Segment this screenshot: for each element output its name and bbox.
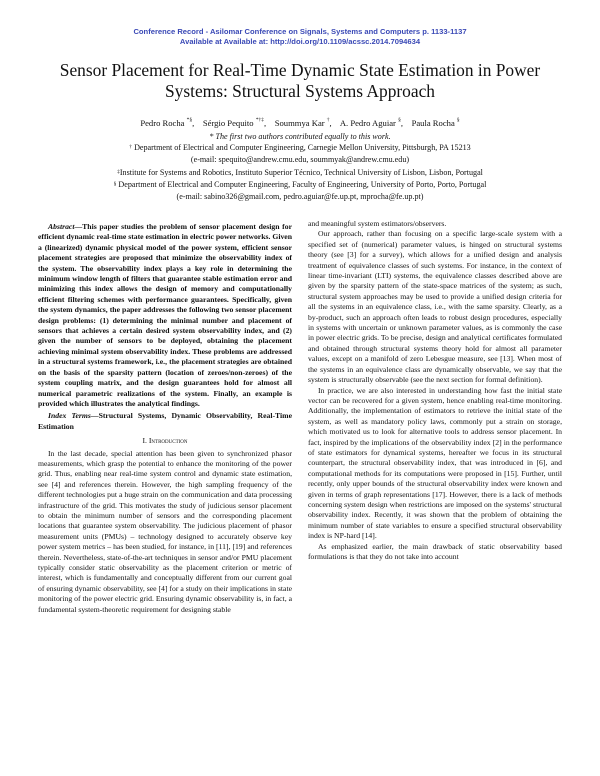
right-paragraph-2: Our approach, rather than focusing on a specific large-scale system with a specified set of (numerical) parameter values, is hinged on structural systems theory (see [3] for a survey), which allows for a unified design and analysis treatment of equivalence classes of such systems. For instance, in the context of linear time-invariant (LTI) systems, the equivalence classes described above are given by the sparsity pattern of the state-space matrices of the system; as such, structural system approaches may be used to provide a unified design criteria for all the systems in an equivalence class, i.e., with the same sparsity. Clearly, as a by-product, such an approach often leads to robust design procedures, especially in systems with uncertain or unknown parameter values, as is commonly the case in power electric grids. To be precise, design and analytical certificates formulated and obtained through structural systems theory hold for almost all parameter values, except on a manifold of zero Lebesgue measure, see [13]. When most of the systems in an equivalence class are dynamically observable, we say that the system is structurally observable (see the next section for formal definition). bbox=[308, 229, 562, 385]
author-4: A. Pedro Aguiar § bbox=[339, 117, 401, 128]
author-5: Paula Rocha § bbox=[411, 117, 460, 128]
index-terms-label: Index Terms bbox=[48, 411, 91, 421]
section-heading-introduction: I. Introduction bbox=[142, 436, 188, 446]
intro-paragraph: In the last decade, special attention has been given to synchronized phasor measurements, which grasp the potential to enhance the monitoring of the power grid. Thus, enabling near real-time system control and dynamic state estimation, see [4] and references therein. However, the high sampling frequency of the different technologies put a huge strain on the communication and data processing infrastructure of the grid. This motivates the study of judicious sensor placement to obtain the minimum number of sensors and the corresponding placement locations that guarantee system observability. The judicious placement of phasor measurement units (PMUs) – technology designed to accurately observe key power system metrics – has been studied, for instance, in [11], [19] and references therein. Nevertheless, state-of-the-art techniques in sensor and/or PMU placement typically consider static observability as the placement criterion or metric of interest, which is fundamentally and conceptually different from our current goal of ensuring dynamic observability, see [4] for a study on their implications in state monitoring of the power electric grid. Ensuring dynamic observability is, in fact, a fundamental system-theoretic requirement for designing stable bbox=[38, 448, 292, 614]
doi-line[interactable]: Available at Available at: http://doi.org/10.1109/acssc.2014.7094634 bbox=[179, 37, 421, 46]
abstract bbox=[38, 222, 292, 409]
author-3: Soummya Kar † bbox=[274, 117, 330, 128]
equal-contribution-note: * The first two authors contributed equally to this work. bbox=[209, 132, 391, 141]
affiliation-cmu: † Department of Electrical and Computer Engineering, Carnegie Mellon University, Pittsburgh, PA 15213 bbox=[129, 143, 471, 152]
left-column bbox=[38, 222, 292, 615]
index-terms bbox=[38, 411, 292, 432]
right-column bbox=[308, 219, 562, 562]
index-terms-text: —Structural Systems, Dynamic Observability, Real-Time Estimation bbox=[38, 411, 292, 431]
abstract-text: —This paper studies the problem of sensor placement design for efficient dynamic real-time state estimation in electric power networks. Given a (linearized) dynamic physical model of the power system, efficient sensor placement strategies are proposed that minimize the observability index of the system. The observability index plays a key role in determining the minimum window length of filters that guarantee stable estimation error and minimizing this index allows the design of memory and computationally efficient filtering schemes with performance guarantees. Specifically, given the system dynamics, the paper addresses the following two sensor placement design problems: (1) determining the minimal number and placement of sensors that achieves a certain desired system observability index, and (2) given the number of sensors to be deployed, obtaining the placement achieving minimal system observability index. These problems are addressed in a structural systems framework, i.e., the placement strategies are obtained on the basis of the sparsity pattern (location of zeroes/non-zeroes) of the system coupling matrix, and the design guarantees hold for almost all numerical parametric realizations of the system. Finally, an example is provided which illustrates the analytical findings. bbox=[38, 222, 292, 408]
affiliation-cmu-email: (e-mail: spequito@andrew.cmu.edu, soummyak@andrew.cmu.edu) bbox=[190, 155, 410, 164]
conference-record-line: Conference Record - Asilomar Conference on Signals, Systems and Computers p. 1133-1137 bbox=[133, 27, 467, 36]
author-list: Pedro Rocha *§, Sérgio Pequito *†‡, Soummya Kar †, A. Pedro Aguiar §, Paula Rocha § bbox=[140, 117, 460, 128]
abstract-label: Abstract bbox=[48, 222, 75, 231]
author-1: Pedro Rocha *§ bbox=[140, 117, 193, 128]
author-2: Sérgio Pequito *†‡ bbox=[202, 117, 264, 128]
conference-header bbox=[0, 27, 600, 47]
affiliation-porto-email: (e-mail: sabino326@gmail.com, pedro.aguiar@fe.up.pt, mprocha@fe.up.pt) bbox=[176, 192, 424, 201]
paper-title: Sensor Placement for Real-Time Dynamic State Estimation in Power Systems: Structural Systems Approach bbox=[59, 60, 541, 101]
right-paragraph-3: In practice, we are also interested in understanding how fast the initial state vector can be recovered for a given system, hence enabling real-time monitoring. Additionally, the implementation of estimators to retrieve the initial state of the system, as well as mandatory policy laws, commonly put a strain on storage, which motivated us to look for alternative tools to address sensor placement. In fact, inspired by the implications of the observability index [2] in the performance of state estimators for dynamical systems, hereafter we focus in its structural counterpart, the structural observability index, that was introduced in [6], and computational methods for its computations were proposed in [15]. Further, until recently, only upper bounds of the structural observability index were known and given in terms of graph representations [17]. However, there is a lack of methods concerning system design when restrictions are imposed on the systems' structural observability index. Recently, it was shown that the problem of obtaining the minimum number of state variables to ensure a specified structural observability index is NP-hard [14]. bbox=[308, 385, 562, 541]
affiliation-ist: ‡Institute for Systems and Robotics, Instituto Superior Técnico, Technical University of Lisbon, Lisbon, Portugal bbox=[117, 168, 483, 177]
right-paragraph-1: and meaningful system estimators/observers. bbox=[308, 219, 447, 228]
affiliation-porto: § Department of Electrical and Computer Engineering, Faculty of Engineering, University of Porto, Porto, Portugal bbox=[113, 180, 487, 189]
right-paragraph-4: As emphasized earlier, the main drawback of static observability based formulations is that they do not take into account bbox=[308, 541, 562, 561]
